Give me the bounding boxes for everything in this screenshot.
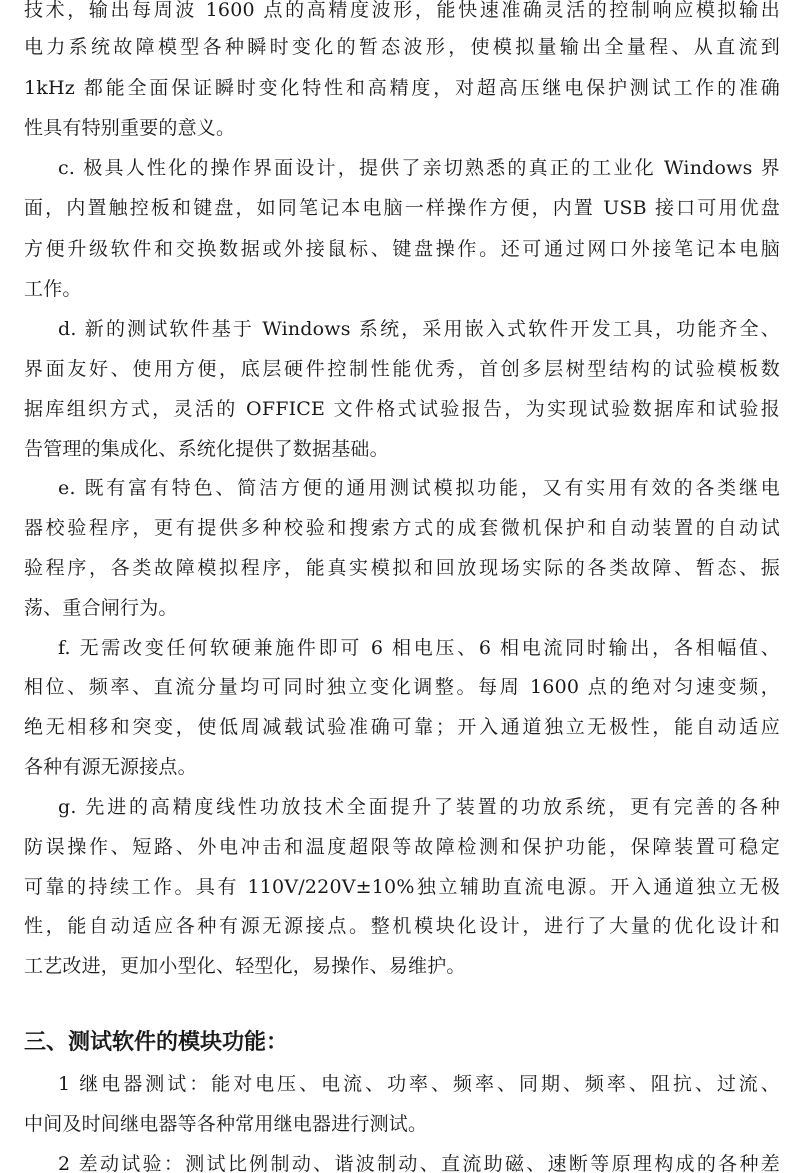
text-line: g. 先进的高精度线性功放技术全面提升了装置的功放系统，更有完善的各种	[58, 796, 780, 818]
text-line: 性，能自动适应各种有源无源接点。整机模块化设计，进行了大量的优化设计和	[24, 915, 780, 937]
text-line: c. 极具人性化的操作界面设计，提供了亲切熟悉的真正的工业化 Windows 界	[58, 157, 780, 179]
text-line: 工作。	[24, 278, 82, 300]
text-line: 绝无相移和突变，使低周减载试验准确可靠；开入通道独立无极性，能自动适应	[24, 716, 780, 738]
text-line: 电力系统故障模型各种瞬时变化的暂态波形，使模拟量输出全量程、从直流到	[24, 36, 780, 58]
text-line: 中间及时间继电器等各种常用继电器进行测试。	[24, 1113, 428, 1135]
text-line: 2 差动试验：测试比例制动、谐波制动、直流助磁、速断等原理构成的各种差	[58, 1153, 780, 1173]
text-line: 各种有源无源接点。	[24, 756, 197, 778]
text-line: f. 无需改变任何软硬兼施件即可 6 相电压、6 相电流同时输出，各相幅值、	[58, 637, 780, 659]
text-line: 防误操作、短路、外电冲击和温度超限等故障检测和保护功能，保障装置可稳定	[24, 836, 780, 858]
text-line: 面，内置触控板和键盘，如同笔记本电脑一样操作方便，内置 USB 接口可用优盘	[24, 197, 780, 219]
text-line: d. 新的测试软件基于 Windows 系统，采用嵌入式软件开发工具，功能齐全、	[58, 318, 780, 340]
text-line: 器校验程序，更有提供多种校验和搜索方式的成套微机保护和自动装置的自动试	[24, 517, 780, 539]
text-line: 验程序，各类故障模拟程序，能真实模拟和回放现场实际的各类故障、暂态、振	[24, 557, 780, 579]
text-line: 方便升级软件和交换数据或外接鼠标、键盘操作。还可通过网口外接笔记本电脑	[24, 238, 780, 260]
text-line: 据库组织方式，灵活的 OFFICE 文件格式试验报告，为实现试验数据库和试验报	[24, 398, 780, 420]
text-line: 性具有特别重要的意义。	[24, 117, 236, 139]
text-line: 1kHz 都能全面保证瞬时变化特性和高精度，对超高压继电保护测试工作的准确	[24, 77, 780, 99]
text-line: 相位、频率、直流分量均可同时独立变化调整。每周 1600 点的绝对匀速变频，	[24, 676, 780, 698]
text-line: 技术，输出每周波 1600 点的高精度波形，能快速准确灵活的控制响应模拟输出	[24, 0, 780, 21]
text-line: 1 继电器测试：能对电压、电流、功率、频率、同期、频率、阻抗、过流、	[58, 1073, 780, 1095]
text-line: 可靠的持续工作。具有 110V/220V±10%独立辅助直流电源。开入通道独立无极	[24, 876, 780, 898]
text-line: 工艺改进，更加小型化、轻型化，易操作、易维护。	[24, 955, 466, 977]
text-line: 告管理的集成化、系统化提供了数据基础。	[24, 438, 389, 460]
section-heading: 三、测试软件的模块功能：	[24, 1029, 289, 1055]
text-line: 界面友好、使用方便，底层硬件控制性能优秀，首创多层树型结构的试验模板数	[24, 358, 780, 380]
text-line: e. 既有富有特色、简洁方便的通用测试模拟功能，又有实用有效的各类继电	[58, 477, 780, 499]
text-line: 荡、重合闸行为。	[24, 597, 178, 619]
